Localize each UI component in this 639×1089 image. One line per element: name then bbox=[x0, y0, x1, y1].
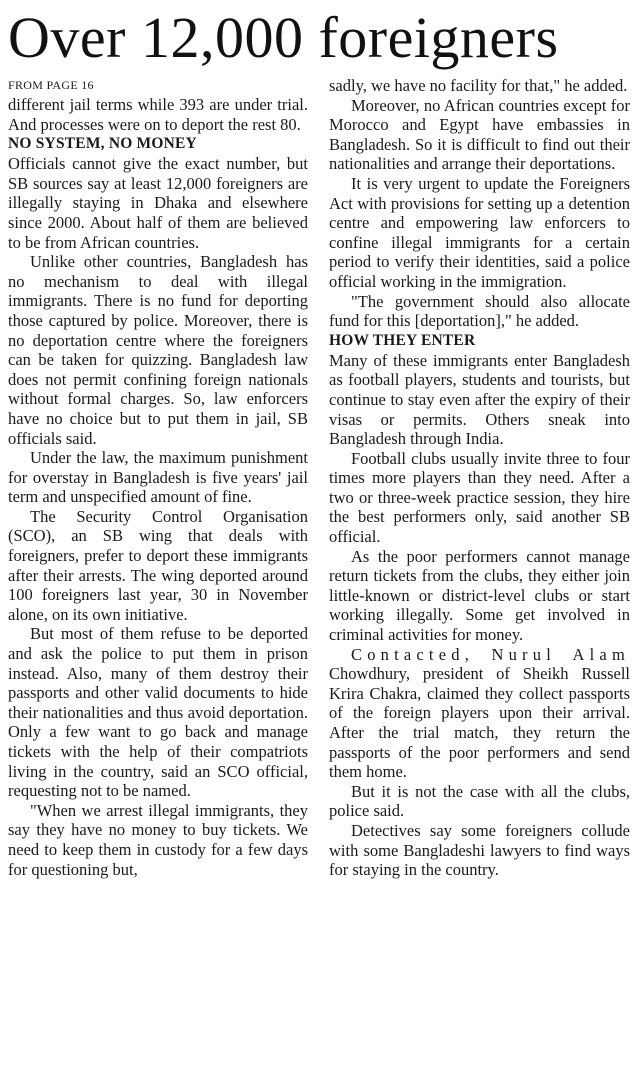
subheading-no-system: NO SYSTEM, NO MONEY bbox=[8, 135, 197, 153]
paragraph-text: Chowdhury, president of Sheikh Russell Krira Chakra, claimed they collect passports of the foreign players upon their arrival. After the trial match, they return the passports of the poor performers and send them home. bbox=[329, 664, 630, 782]
paragraph: different jail terms while 393 are under trial. And processes were on to deport the rest 80. bbox=[8, 95, 308, 134]
paragraph: As the poor performers cannot manage return tickets from the clubs, they either join little-known or district-level clubs or start working illegally. Some get involved in criminal activities for money. bbox=[329, 546, 630, 645]
paragraph: The Security Control Organisation (SCO), an SB wing that deals with foreigners, prefer to deport these immigrants after their arrests. The wing deported around 100 foreigners last year, 30 in November alone, on its own initiative. bbox=[8, 506, 308, 624]
paragraph: Football clubs usually invite three to four times more players than they need. After a two or three-week practice session, they hire the best performers only, said another SB official. bbox=[329, 448, 630, 547]
article-column-right bbox=[329, 76, 630, 880]
paragraph: But it is not the case with all the clubs, police said. bbox=[329, 781, 630, 821]
paragraph bbox=[329, 645, 630, 782]
paragraph: It is very urgent to update the Foreigners Act with provisions for setting up a detention centre and empowering law enforcers to confine illegal immigrants for a certain period to verify their identities, said a police official working in the immigration. bbox=[329, 173, 630, 291]
continuation-kicker: FROM PAGE 16 bbox=[8, 78, 94, 92]
article-column-left bbox=[8, 76, 308, 879]
subheading-how-they-enter: HOW THEY ENTER bbox=[329, 331, 476, 349]
paragraph: sadly, we have no facility for that," he added. bbox=[329, 76, 628, 95]
paragraph: Officials cannot give the exact number, but SB sources say at least 12,000 foreigners are illegally staying in Dhaka and elsewhere since 2000. About half of them are believed to be from African countries. bbox=[8, 154, 308, 252]
paragraph: Detectives say some foreigners collude with some Bangladeshi lawyers to find ways for staying in the country. bbox=[329, 820, 630, 880]
paragraph: "The government should also allocate fund for this [deportation]," he added. bbox=[329, 291, 630, 331]
paragraph: Many of these immigrants enter Bangladesh as football players, students and tourists, but continue to stay even after the expiry of their visas or permits. Others sneak into Bangladesh through India. bbox=[329, 350, 630, 449]
spaced-lead-text: Contacted, Nurul Alam bbox=[351, 644, 630, 664]
headline: Over 12,000 foreigners bbox=[8, 5, 559, 70]
paragraph: "When we arrest illegal immigrants, they say they have no money to buy tickets. We need to keep them in custody for a few days for questioning but, bbox=[8, 800, 308, 879]
paragraph: Under the law, the maximum punishment for overstay in Bangladesh is five years' jail term and unspecified amount of fine. bbox=[8, 448, 308, 507]
paragraph: Unlike other countries, Bangladesh has no mechanism to deal with illegal immigrants. There is no fund for deporting those captured by police. Moreover, there is no deportation centre where the foreigners can be taken for quizzing. Bangladesh law does not permit confining foreign nationals without formal charges. So, law enforcers have no choice but to put them in jail, SB officials said. bbox=[8, 252, 308, 448]
paragraph: But most of them refuse to be deported and ask the police to put them in prison instead. Also, many of them destroy their passports and other valid documents to hide their nationalities and thus avoid deportation. Only a few want to go back and manage tickets with the help of their compatriots living in the country, said an SCO official, requesting not to be named. bbox=[8, 624, 308, 801]
paragraph: Moreover, no African countries except for Morocco and Egypt have embassies in Bangladesh. So it is difficult to find out their nationalities and arrange their deportations. bbox=[329, 95, 630, 174]
